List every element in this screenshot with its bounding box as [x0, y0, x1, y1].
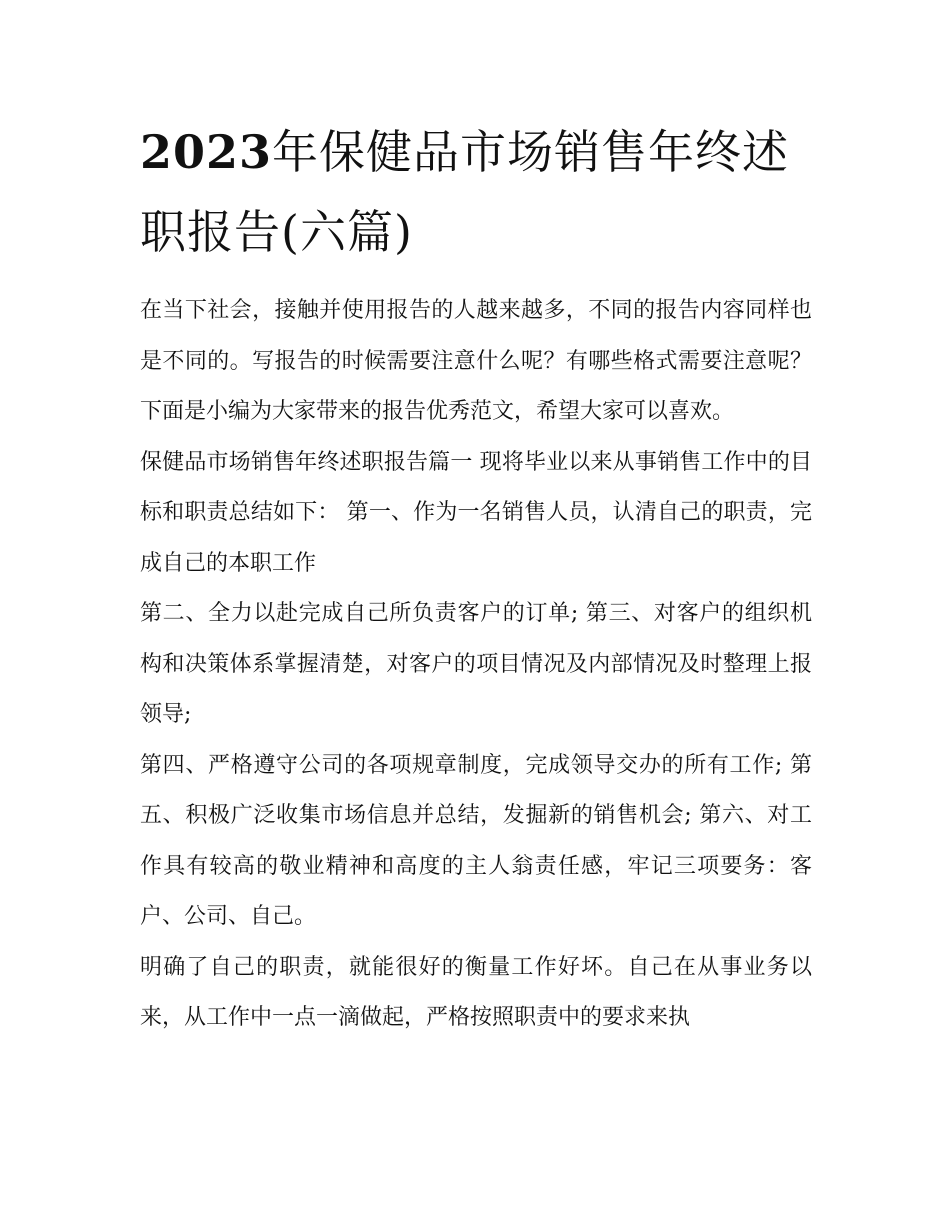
- title-year: 2023: [140, 125, 273, 179]
- title-text: 年保健品市场销售年终述职报告(六篇): [140, 125, 790, 259]
- paragraph-intro: 在当下社会，接触并使用报告的人越来越多，不同的报告内容同样也是不同的。写报告的时候需要注意什么呢？有哪些格式需要注意呢？下面是小编为大家带来的报告优秀范文，希望大家可以喜欢。: [140, 298, 812, 424]
- paragraph-duties-two-three: 第二、全力以赴完成自己所负责客户的订单; 第三、对客户的组织机构和决策体系掌握清楚，对客户的项目情况及内部情况及时整理上报领导;: [140, 601, 812, 727]
- document-body: [140, 286, 812, 1044]
- paragraph-section-one: 保健品市场销售年终述职报告篇一 现将毕业以来从事销售工作中的目标和职责总结如下： 第一、作为一名销售人员，认清自己的职责，完成自己的本职工作: [140, 449, 812, 576]
- document-page: [140, 112, 812, 1044]
- paragraph-duties-four-six: 第四、严格遵守公司的各项规章制度，完成领导交办的所有工作; 第五、积极广泛收集市场信息并总结，发掘新的销售机会; 第六、对工作具有较高的敬业精神和高度的主人翁责任感，牢记三项要务：客户、公司、自己。: [140, 752, 812, 929]
- paragraph-conclusion: 明确了自己的职责，就能很好的衡量工作好坏。自己在从事业务以来，从工作中一点一滴做起，严格按照职责中的要求来执: [140, 954, 812, 1030]
- document-title: [140, 112, 812, 272]
